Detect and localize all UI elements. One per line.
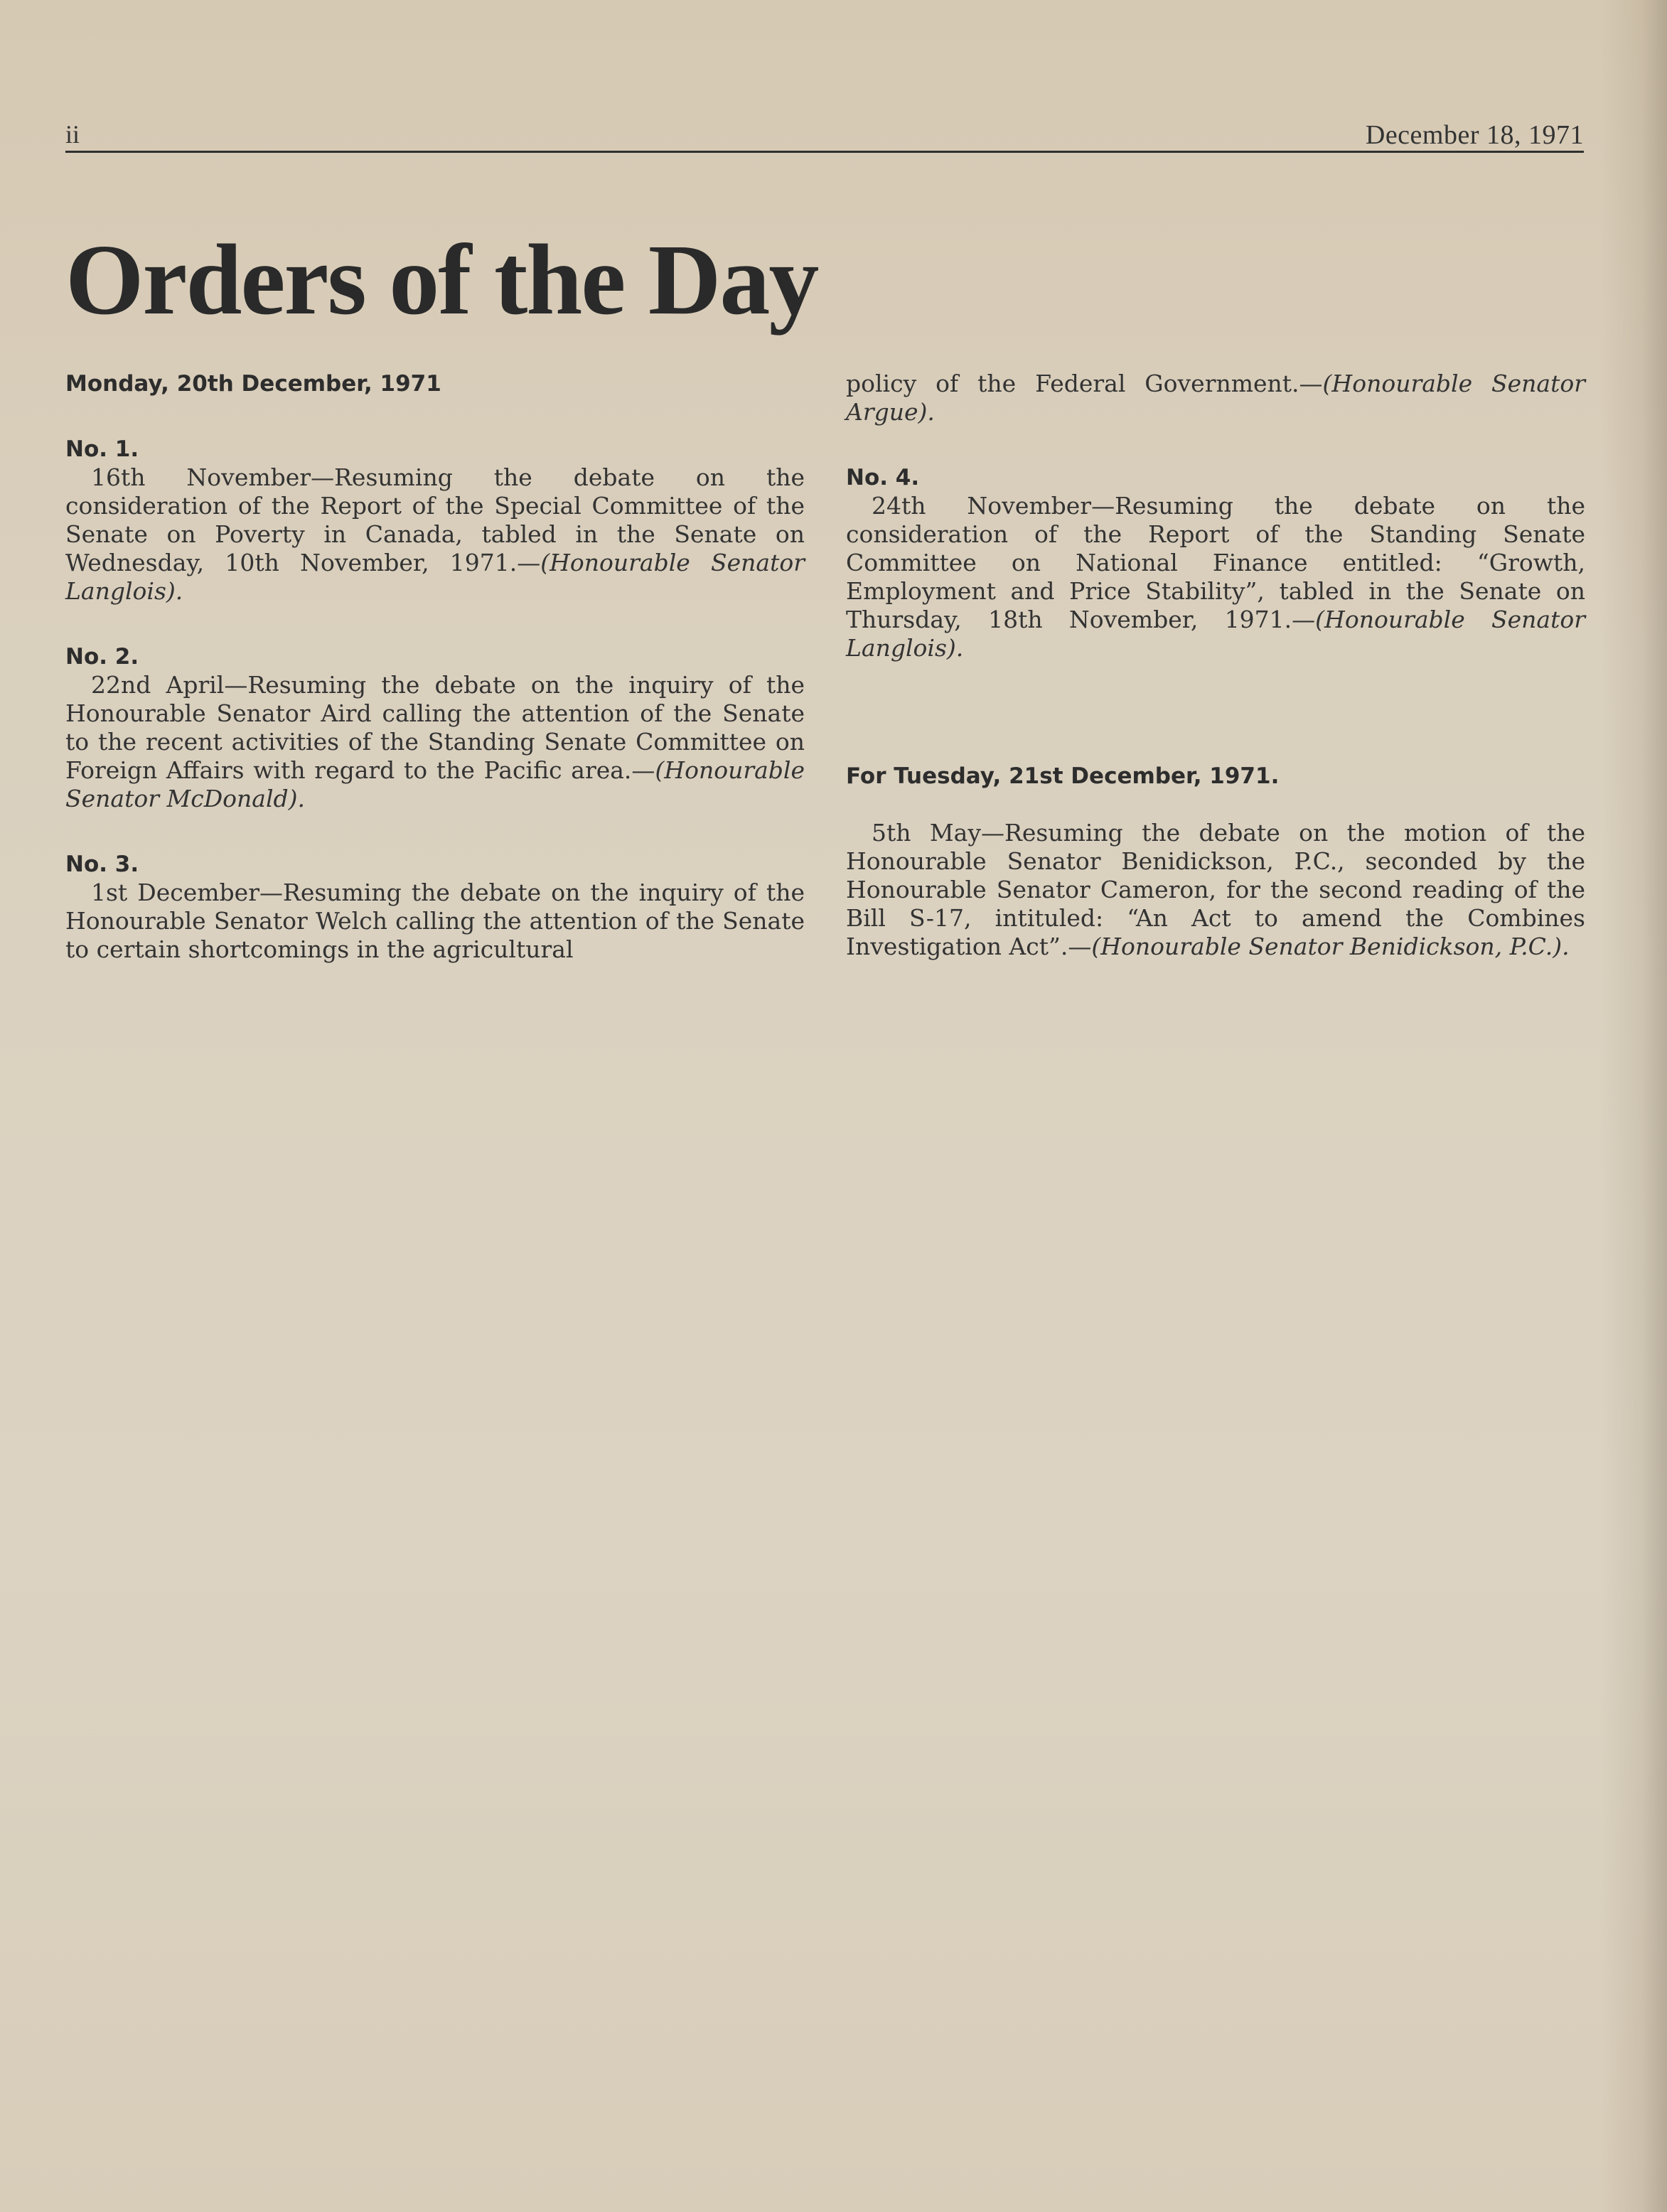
item-body: 5th May—Resuming the debate on the motion of the Honourable Senator Benidickson, P.C., seconded by the Honourable Senator Cameron, for the second reading of the Bill S-17, intituled: “An Act to amend the Combines Investigation Act”.— [846, 819, 1585, 960]
date-heading: Monday, 20th December, 1971 [65, 371, 441, 397]
item-number: No. 4. [846, 465, 920, 490]
item-number: No. 1. [65, 436, 139, 462]
order-item-text [846, 819, 1585, 961]
order-item-text [65, 879, 805, 964]
continued-text [846, 370, 1585, 426]
item-body: 22nd April—Resuming the debate on the inquiry of the Honourable Senator Aird calling the attention of the Senate to the recent activities of the Standing Senate Committee on Foreign Affairs with regard to the Pacific area.— [65, 671, 805, 784]
order-item-text [65, 671, 805, 813]
page-number: ii [65, 120, 80, 149]
order-item-text [846, 492, 1585, 662]
item-body: 16th November—Resuming the debate on the consideration of the Report of the Special Committee of the Senate on Poverty in Canada, tabled in the Senate on Wednesday, 10th November, 1971.— [65, 463, 805, 576]
item-body: policy of the Federal Government.— [846, 370, 1323, 397]
right-column [846, 370, 1585, 961]
next-day-heading: For Tuesday, 21st December, 1971. [846, 763, 1280, 789]
order-item-text [65, 463, 805, 606]
item-body: 24th November—Resuming the debate on the consideration of the Report of the Standing Senate Committee on National Finance entitled: “Growth, Employment and Price Stability”, tabled in the Senate on Thursday, 18th November, 1971.— [846, 492, 1585, 633]
item-number: No. 2. [65, 644, 139, 670]
item-attribution: (Honourable Senator Benidickson, P.C.). [1091, 933, 1570, 960]
item-body: 1st December—Resuming the debate on the inquiry of the Honourable Senator Welch calling the attention of the Senate to certain shortcomings in the agricultural [65, 879, 805, 963]
item-attribution: (Honourable Senator McDonald). [65, 756, 805, 812]
item-attribution: (Honourable Senator Langlois). [846, 606, 1585, 662]
item-number: No. 3. [65, 852, 139, 877]
item-attribution: (Honourable Senator Langlois). [65, 549, 805, 605]
running-header [65, 119, 1584, 153]
header-date: December 18, 1971 [1365, 120, 1584, 150]
page-title: Orders of the Day [65, 223, 818, 335]
item-attribution: (Honourable Senator Argue). [846, 370, 1585, 426]
left-column [65, 370, 805, 964]
